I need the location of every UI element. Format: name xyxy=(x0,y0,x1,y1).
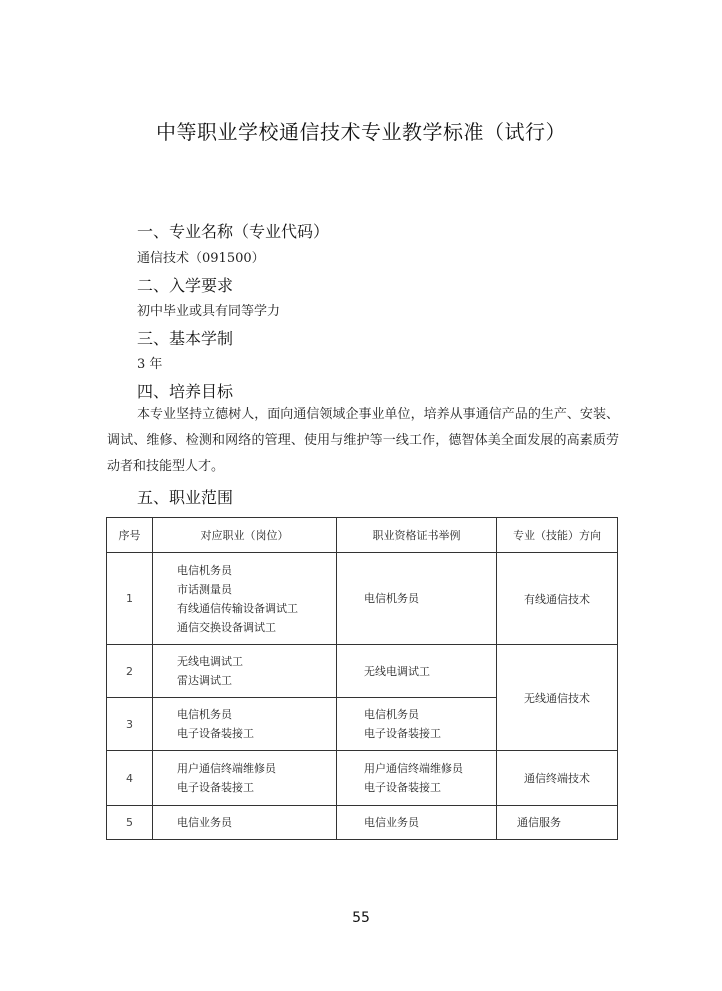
section-heading-1: 一、专业名称（专业代码） xyxy=(137,222,330,241)
occupation-cell xyxy=(153,553,337,645)
section-content-3: 3 年 xyxy=(137,357,163,372)
table-row xyxy=(107,751,618,806)
occupation-item: 电子设备装接工 xyxy=(177,781,254,794)
section-heading-3: 三、基本学制 xyxy=(137,329,234,348)
occupation-cell xyxy=(153,698,337,751)
certificate-cell xyxy=(337,806,497,840)
occupation-item: 电子设备装接工 xyxy=(177,727,254,740)
occupation-cell xyxy=(153,645,337,698)
direction-cell: 无线通信技术 xyxy=(497,645,618,751)
table-header-row xyxy=(107,518,618,553)
table-row xyxy=(107,645,618,698)
header-direction: 专业（技能）方向 xyxy=(497,518,618,553)
row-number: 1 xyxy=(107,553,153,645)
section-content-2: 初中毕业或具有同等学力 xyxy=(137,304,281,319)
occupation-table xyxy=(106,517,618,840)
header-number: 序号 xyxy=(107,518,153,553)
certificate-item: 电信机务员 xyxy=(364,592,419,605)
occupation-item: 用户通信终端维修员 xyxy=(177,762,276,775)
direction-cell: 通信终端技术 xyxy=(497,751,618,806)
certificate-item: 电子设备装接工 xyxy=(364,781,441,794)
section-heading-4: 四、培养目标 xyxy=(137,382,234,401)
occupation-item: 无线电调试工 xyxy=(177,655,243,668)
certificate-cell xyxy=(337,698,497,751)
certificate-cell xyxy=(337,751,497,806)
row-number: 4 xyxy=(107,751,153,806)
page-title: 中等职业学校通信技术专业教学标准（试行） xyxy=(156,120,566,144)
occupation-item: 电信业务员 xyxy=(177,816,232,829)
certificate-cell xyxy=(337,645,497,698)
occupation-item: 市话测量员 xyxy=(177,582,232,596)
section-content-4: 本专业坚持立德树人，面向通信领域企事业单位，培养从事通信产品的生产、安装、调试、维修、检测和网络的管理、使用与维护等一线工作，德智体美全面发展的高素质劳动者和技能型人才。 xyxy=(107,407,619,474)
certificate-item: 电子设备装接工 xyxy=(364,727,441,740)
page-number: 55 xyxy=(352,910,370,926)
certificate-item: 无线电调试工 xyxy=(364,664,430,678)
section-content-1: 通信技术（091500） xyxy=(137,251,265,266)
occupation-cell xyxy=(153,751,337,806)
certificate-cell xyxy=(337,553,497,645)
header-occupation: 对应职业（岗位） xyxy=(153,518,337,553)
section-heading-2: 二、入学要求 xyxy=(137,276,234,295)
table-row xyxy=(107,806,618,840)
certificate-item: 用户通信终端维修员 xyxy=(364,762,463,775)
row-number: 3 xyxy=(107,698,153,751)
row-number: 5 xyxy=(107,806,153,840)
occupation-item: 雷达调试工 xyxy=(177,674,232,687)
section-heading-5: 五、职业范围 xyxy=(137,488,234,507)
certificate-item: 电信业务员 xyxy=(364,816,419,829)
header-certificate: 职业资格证书举例 xyxy=(337,518,497,553)
table-row xyxy=(107,553,618,645)
occupation-item: 电信机务员 xyxy=(177,708,232,721)
occupation-item: 电信机务员 xyxy=(177,563,232,577)
occupation-cell xyxy=(153,806,337,840)
occupation-item: 有线通信传输设备调试工 xyxy=(177,601,298,615)
direction-cell: 通信服务 xyxy=(497,806,618,840)
direction-cell: 有线通信技术 xyxy=(497,553,618,645)
certificate-item: 电信机务员 xyxy=(364,708,419,721)
occupation-item: 通信交换设备调试工 xyxy=(177,620,276,634)
row-number: 2 xyxy=(107,645,153,698)
